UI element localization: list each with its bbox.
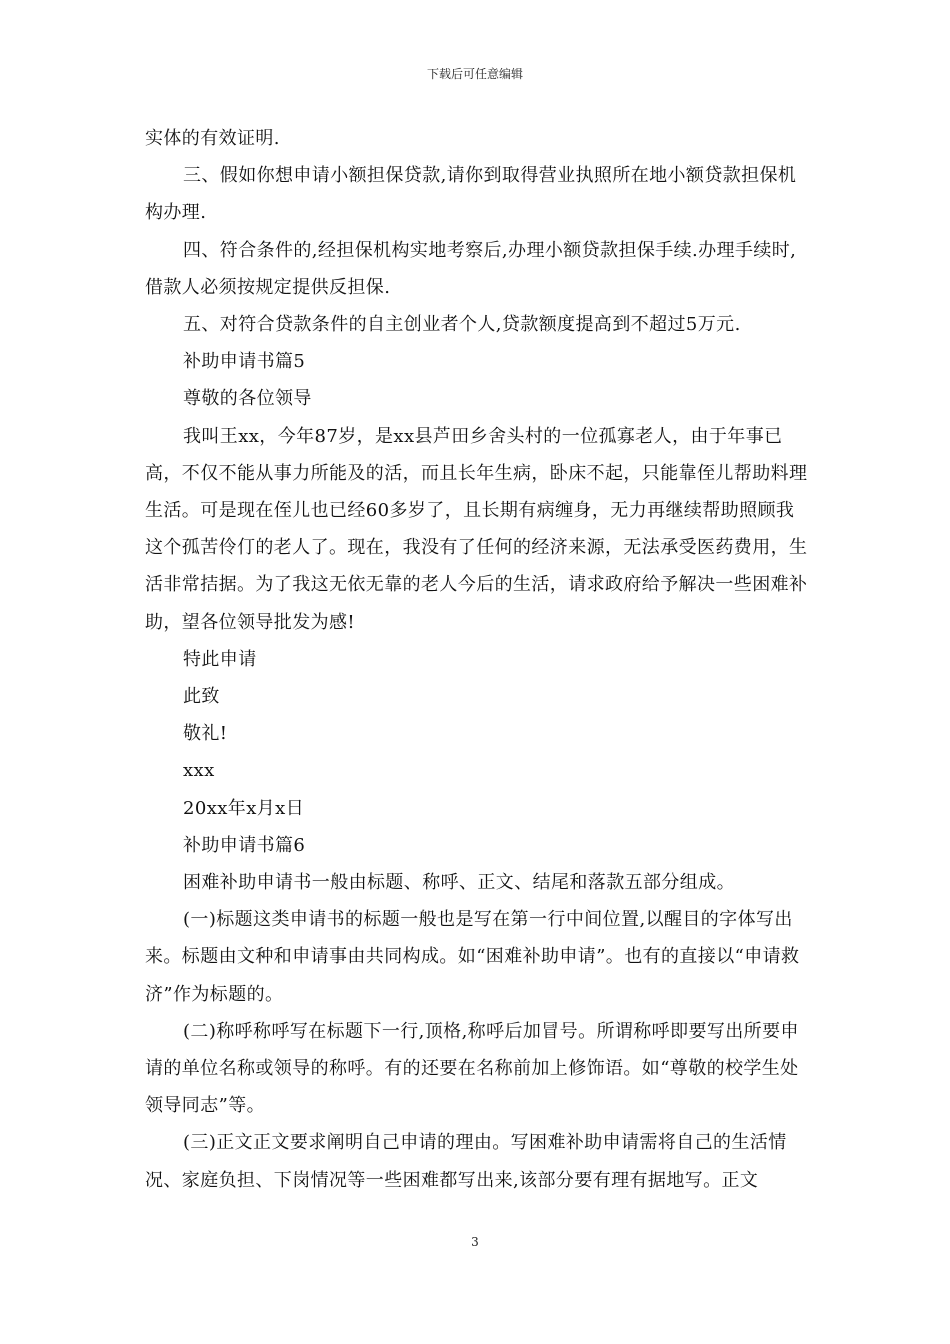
page-header: 下载后可任意编辑 [426, 67, 523, 81]
paragraph: 实体的有效证明. [145, 128, 280, 149]
section-title: 补助申请书篇6 [183, 834, 306, 856]
paragraph: (一)标题这类申请书的标题一般也是写在第一行中间位置,以醒目的字体写出来。标题由文种和申请事由共同构成。如“困难补助申请”。也有的直接以“申请救济”作为标题的。 [145, 909, 800, 1005]
closing-line: 此致 [183, 686, 220, 708]
closing-line: 特此申请 [183, 648, 257, 670]
paragraph: (三)正文正文要求阐明自己申请的理由。写困难补助申请需将自己的生活情况、家庭负担、下岗情况等一些困难都写出来,该部分要有理有据地写。正文 [145, 1132, 787, 1191]
page-number: 3 [471, 1235, 479, 1249]
paragraph: 我叫王xx，今年87岁，是xx县芦田乡舍头村的一位孤寡老人，由于年事已高，不仅不能从事力所能及的活，而且长年生病，卧床不起，只能靠侄儿帮助料理生活。可是现在侄儿也已经60多岁了，且长期有病缠身，无力再继续帮助照顾我这个孤苦伶仃的老人了。现在，我没有了任何的经济来源，无法承受医药费用，生活非常拮据。为了我这无依无靠的老人今后的生活，请求政府给予解决一些困难补助，望各位领导批发为感! [145, 425, 808, 633]
signature: xxx [183, 760, 215, 782]
date-line: 20xx年x月x日 [183, 797, 305, 819]
paragraph: 四、符合条件的,经担保机构实地考察后,办理小额贷款担保手续.办理手续时,借款人必须按规定提供反担保. [145, 239, 797, 298]
section-title: 补助申请书篇5 [183, 351, 306, 373]
document-body [145, 120, 810, 1199]
paragraph: 困难补助申请书一般由标题、称呼、正文、结尾和落款五部分组成。 [183, 872, 735, 894]
paragraph: (二)称呼称呼写在标题下一行,顶格,称呼后加冒号。所谓称呼即要写出所要申请的单位名称或领导的称呼。有的还要在名称前加上修饰语。如“尊敬的校学生处领导同志”等。 [145, 1020, 799, 1117]
paragraph: 五、对符合贷款条件的自主创业者个人,贷款额度提高到不超过5万元. [183, 314, 741, 336]
salutation: 尊敬的各位领导 [183, 388, 312, 410]
closing-line: 敬礼! [183, 723, 228, 745]
paragraph: 三、假如你想申请小额担保贷款,请你到取得营业执照所在地小额贷款担保机构办理. [145, 165, 797, 224]
